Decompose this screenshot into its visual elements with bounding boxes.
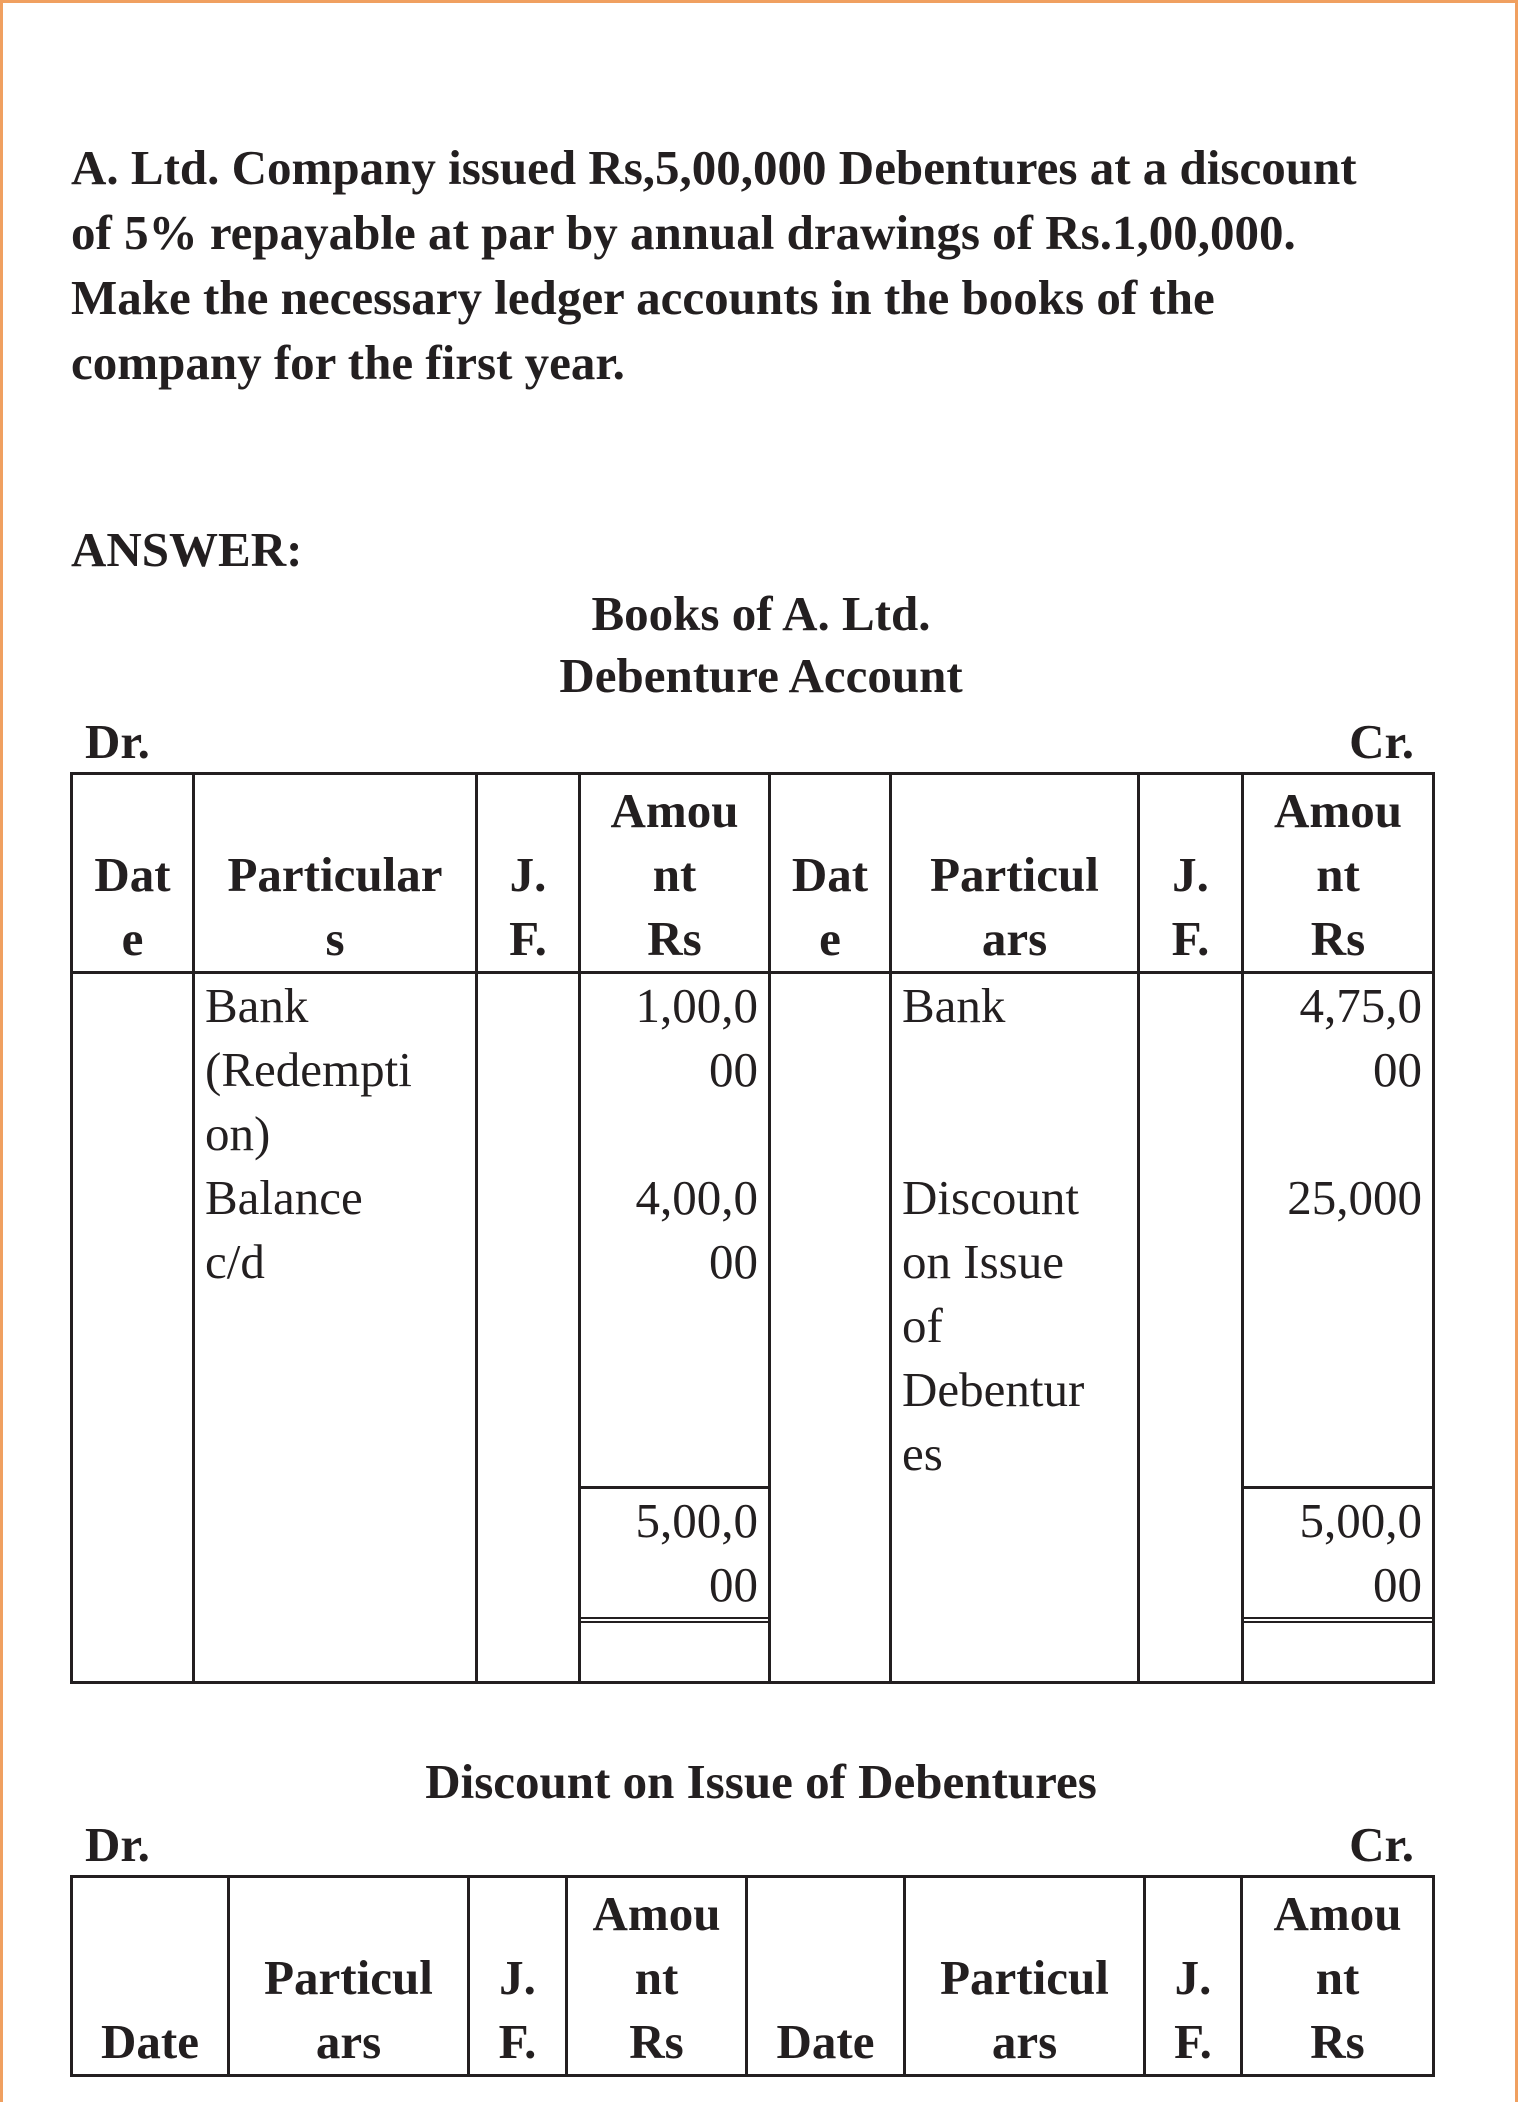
books-title: Books of A. Ltd. bbox=[591, 586, 931, 641]
answer-label: ANSWER: bbox=[71, 522, 303, 577]
credit-particulars-1: Bank bbox=[891, 973, 1139, 1167]
question-text bbox=[71, 135, 1391, 395]
header-date: Date bbox=[72, 1877, 229, 2076]
debit-particulars-2: Balance c/d bbox=[194, 1166, 477, 1486]
table-header-row bbox=[72, 1877, 1434, 2076]
credit-total: 5,00,0 00 bbox=[1244, 1486, 1432, 1623]
table-row bbox=[72, 1166, 1434, 1486]
header-jf-credit: J. F. bbox=[1145, 1877, 1242, 2076]
question-line-1: A. Ltd. Company issued Rs,5,00,000 Debentures at a discount of 5% repayable at par by annual drawings of Rs.1,00,000. bbox=[71, 140, 1357, 260]
debit-total: 5,00,0 00 bbox=[581, 1486, 768, 1623]
debenture-cr-label: Cr. bbox=[1349, 714, 1414, 769]
table-row-total bbox=[72, 1486, 1434, 1623]
credit-particulars-2: Discount on Issue of Debentur es bbox=[891, 1166, 1139, 1486]
header-amount-credit: Amou nt Rs bbox=[1242, 1877, 1434, 2076]
credit-amount-1: 4,75,0 00 bbox=[1243, 973, 1434, 1167]
discount-cr-label: Cr. bbox=[1349, 1817, 1414, 1872]
table-row bbox=[72, 973, 1434, 1167]
question-line-2: Make the necessary ledger accounts in the books of the company for the first year. bbox=[71, 270, 1215, 390]
table-header-row bbox=[72, 774, 1434, 973]
header-date-credit: Date bbox=[747, 1877, 905, 2076]
debenture-dr-label: Dr. bbox=[85, 714, 150, 769]
header-amount-credit: Amou nt Rs bbox=[1243, 774, 1434, 973]
debit-particulars-1: Bank (Redempti on) bbox=[194, 973, 477, 1167]
credit-amount-2: 25,000 bbox=[1243, 1166, 1434, 1486]
header-amount: Amou nt Rs bbox=[580, 774, 770, 973]
header-jf-credit: J. F. bbox=[1139, 774, 1243, 973]
discount-account-title: Discount on Issue of Debentures bbox=[425, 1754, 1097, 1809]
debit-amount-1: 1,00,0 00 bbox=[580, 973, 770, 1167]
debenture-account-table bbox=[70, 772, 1435, 1684]
table-row-blank bbox=[72, 1623, 1434, 1683]
header-particulars-credit: Particul ars bbox=[891, 774, 1139, 973]
debenture-account-title: Debenture Account bbox=[559, 648, 963, 703]
header-particulars: Particul ars bbox=[229, 1877, 469, 2076]
header-amount: Amou nt Rs bbox=[567, 1877, 747, 2076]
header-jf: J. F. bbox=[477, 774, 580, 973]
header-particulars-credit: Particul ars bbox=[905, 1877, 1145, 2076]
discount-account-table bbox=[70, 1875, 1435, 2077]
debit-amount-2: 4,00,0 00 bbox=[580, 1166, 770, 1486]
header-date-credit: Dat e bbox=[770, 774, 891, 973]
discount-dr-label: Dr. bbox=[85, 1817, 150, 1872]
header-date: Dat e bbox=[72, 774, 194, 973]
header-particulars: Particular s bbox=[194, 774, 477, 973]
header-jf: J. F. bbox=[469, 1877, 567, 2076]
